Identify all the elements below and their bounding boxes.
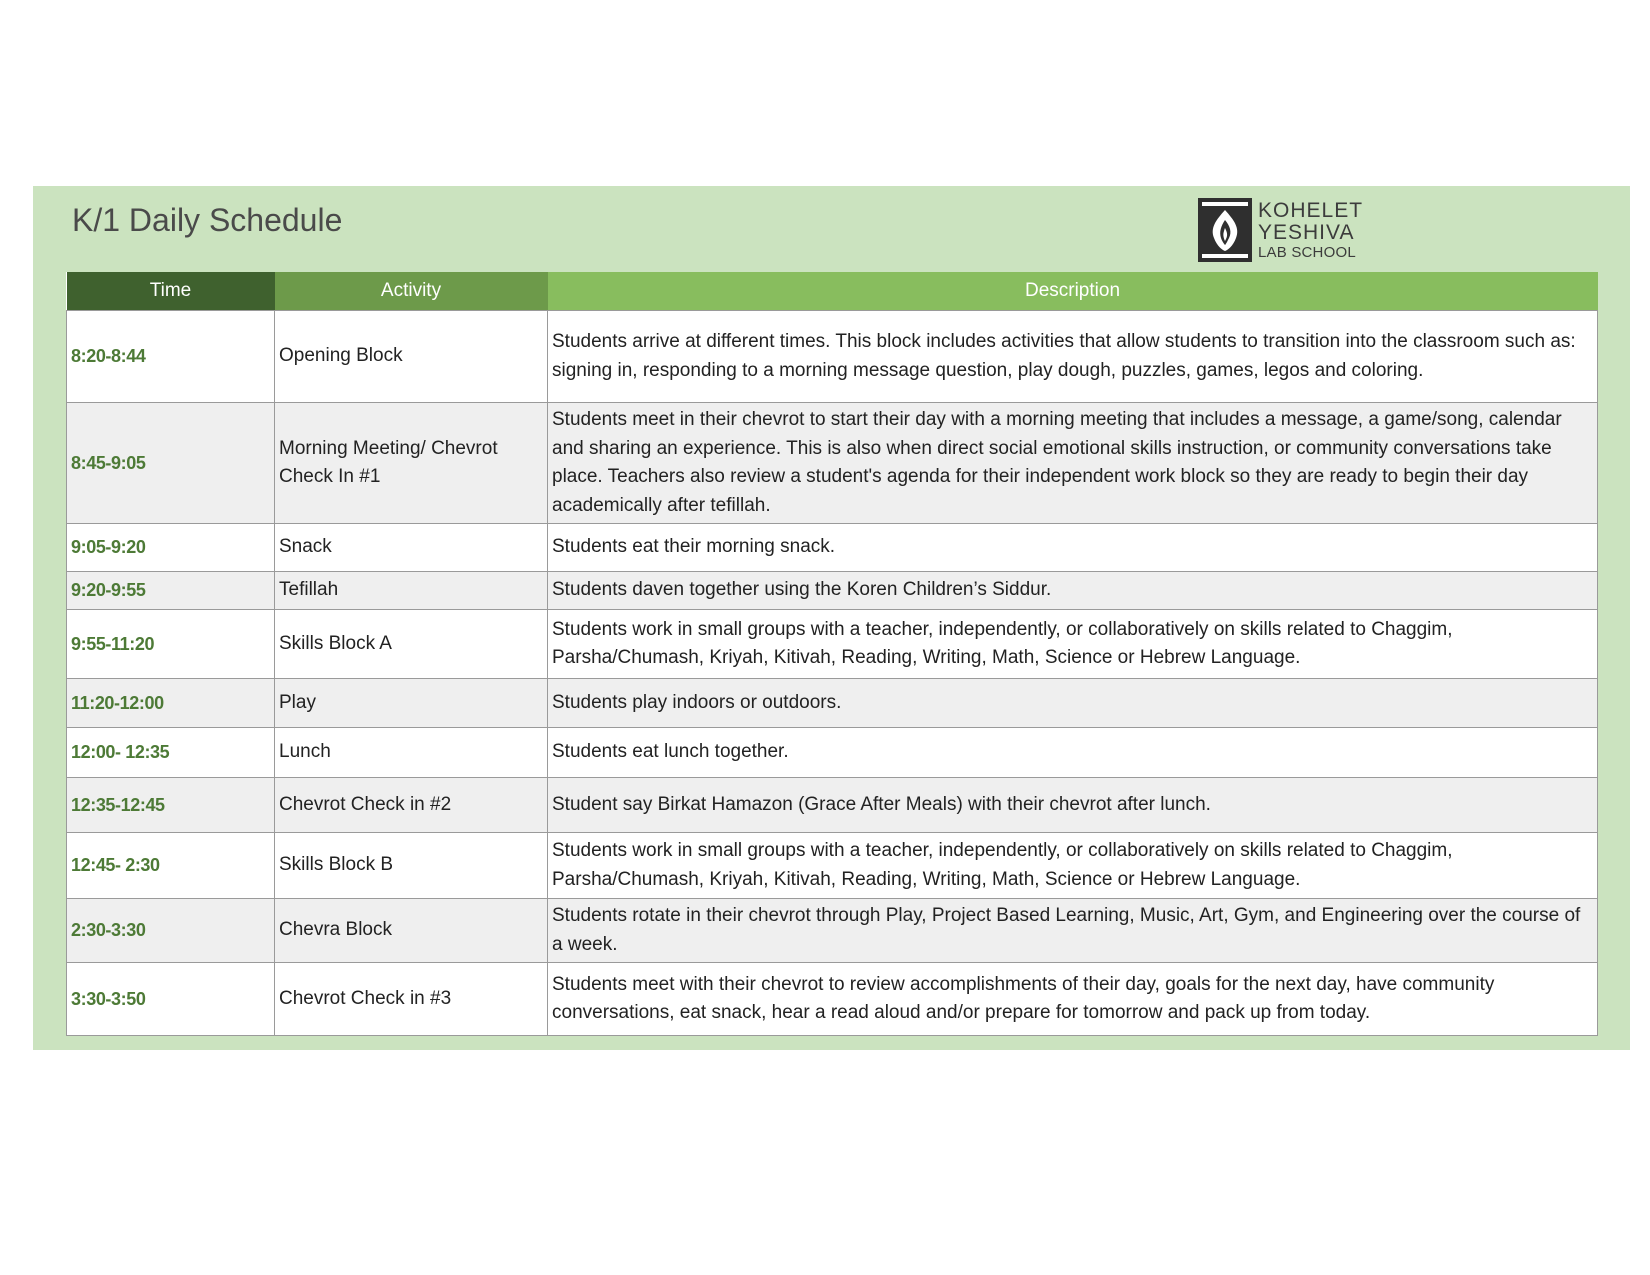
logo-line-3: LAB SCHOOL [1258, 243, 1356, 261]
page-title: K/1 Daily Schedule [72, 202, 343, 238]
activity-cell: Tefillah [275, 572, 548, 610]
table-row [67, 728, 1598, 778]
table-row [67, 833, 1598, 899]
table-row [67, 572, 1598, 610]
time-cell: 2:30-3:30 [67, 899, 275, 963]
description-cell: Students meet in their chevrot to start their day with a morning meeting that includes a message, a game/song, calendar and sharing an experience. This is also when direct social emotional skills instruction, or community conversations take place. Teachers also review a student's agenda for their independent work block so they are ready to begin their day academically after tefillah. [548, 403, 1598, 524]
description-cell: Students work in small groups with a teacher, independently, or collaboratively on skills related to Chaggim, Parsha/Chumash, Kriyah, Kitivah, Reading, Writing, Math, Science or Hebrew Language. [548, 833, 1598, 899]
logo-line-1: KOHELET [1258, 198, 1364, 222]
activity-cell: Lunch [275, 728, 548, 778]
description-cell: Students work in small groups with a teacher, independently, or collaboratively on skills related to Chaggim, Parsha/Chumash, Kriyah, Kitivah, Reading, Writing, Math, Science or Hebrew Language. [548, 610, 1598, 679]
description-cell: Students daven together using the Koren Children’s Siddur. [548, 572, 1598, 610]
column-header-activity: Activity [275, 272, 548, 311]
time-cell: 9:05-9:20 [67, 524, 275, 572]
time-cell: 9:20-9:55 [67, 572, 275, 610]
logo-line-2: YESHIVA [1258, 220, 1355, 244]
description-cell: Students rotate in their chevrot through Play, Project Based Learning, Music, Art, Gym, and Engineering over the course of a week. [548, 899, 1598, 963]
activity-cell: Skills Block B [275, 833, 548, 899]
time-cell: 12:35-12:45 [67, 778, 275, 833]
time-cell: 11:20-12:00 [67, 679, 275, 728]
time-cell: 12:45- 2:30 [67, 833, 275, 899]
table-row [67, 899, 1598, 963]
description-cell: Students meet with their chevrot to review accomplishments of their day, goals for the next day, have community conversations, eat snack, hear a read aloud and/or prepare for tomorrow and pack up from today. [548, 963, 1598, 1036]
logo-wordmark [1258, 200, 1363, 261]
description-cell: Students arrive at different times. This block includes activities that allow students to transition into the classroom such as: signing in, responding to a morning message question, play dough, puzzles, games, legos and coloring. [548, 311, 1598, 403]
activity-cell: Opening Block [275, 311, 548, 403]
table-row [67, 311, 1598, 403]
table-row [67, 778, 1598, 833]
flame-emblem-icon [1198, 198, 1252, 262]
column-header-time: Time [67, 272, 275, 311]
school-logo [1198, 197, 1363, 263]
time-cell: 3:30-3:50 [67, 963, 275, 1036]
table-row [67, 963, 1598, 1036]
activity-cell: Chevra Block [275, 899, 548, 963]
table-row [67, 524, 1598, 572]
time-cell: 8:20-8:44 [67, 311, 275, 403]
table-row [67, 403, 1598, 524]
activity-cell: Snack [275, 524, 548, 572]
description-cell: Students eat lunch together. [548, 728, 1598, 778]
table-header-row [67, 272, 1598, 311]
column-header-description: Description [548, 272, 1598, 311]
description-cell: Students play indoors or outdoors. [548, 679, 1598, 728]
schedule-table [66, 272, 1598, 1036]
table-row [67, 679, 1598, 728]
activity-cell: Morning Meeting/ Chevrot Check In #1 [275, 403, 548, 524]
activity-cell: Chevrot Check in #3 [275, 963, 548, 1036]
table-row [67, 610, 1598, 679]
description-cell: Students eat their morning snack. [548, 524, 1598, 572]
activity-cell: Chevrot Check in #2 [275, 778, 548, 833]
description-cell: Student say Birkat Hamazon (Grace After Meals) with their chevrot after lunch. [548, 778, 1598, 833]
time-cell: 8:45-9:05 [67, 403, 275, 524]
time-cell: 12:00- 12:35 [67, 728, 275, 778]
activity-cell: Skills Block A [275, 610, 548, 679]
activity-cell: Play [275, 679, 548, 728]
time-cell: 9:55-11:20 [67, 610, 275, 679]
